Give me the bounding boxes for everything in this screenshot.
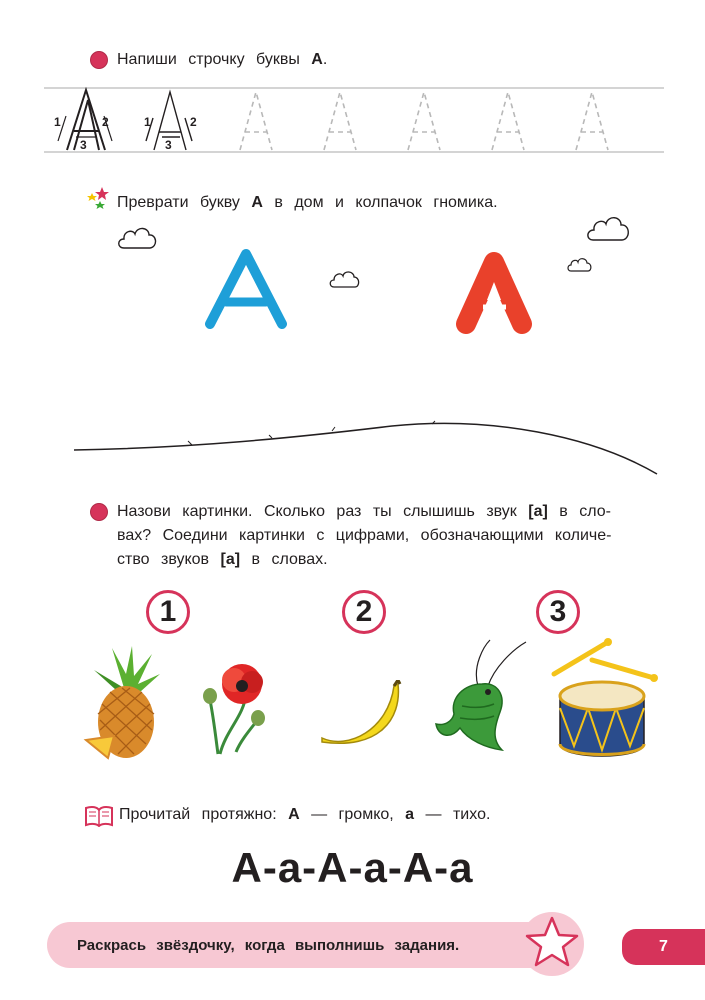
stars-icon — [86, 186, 112, 212]
letter-a-red — [456, 250, 532, 334]
stroke-label: 3 — [80, 138, 87, 152]
pineapple-icon[interactable] — [82, 644, 166, 760]
footer-text: Раскрась звёздочку, когда выполнишь задания. — [77, 936, 460, 954]
stroke-label: 1 — [144, 115, 151, 129]
page-number: 7 — [622, 929, 705, 965]
crayfish-icon[interactable] — [432, 636, 532, 754]
number-circle-1[interactable]: 1 — [146, 590, 190, 634]
cloud-icon — [116, 222, 160, 254]
poppy-icon[interactable] — [196, 660, 274, 756]
cloud-icon — [585, 210, 633, 246]
footer-banner — [47, 922, 555, 968]
stroke-label: 2 — [102, 115, 109, 129]
book-icon — [84, 805, 114, 827]
banana-icon[interactable] — [318, 680, 402, 746]
cloud-icon — [328, 266, 362, 292]
task4-instruction: Прочитай протяжно: А — громко, а — тихо. — [119, 806, 491, 823]
task-bullet — [90, 51, 108, 69]
task1-instruction: Напиши строчку буквы А. — [117, 51, 328, 68]
dashed-letters — [240, 92, 608, 150]
stroke-label: 1 — [54, 115, 61, 129]
stroke-label: 2 — [190, 115, 197, 129]
stroke-label: 3 — [165, 138, 172, 152]
cloud-icon — [566, 254, 594, 276]
task-bullet — [90, 503, 108, 521]
hill-line — [72, 418, 662, 480]
number-circle-2[interactable]: 2 — [342, 590, 386, 634]
drum-icon[interactable] — [550, 634, 660, 760]
letter-a-blue — [204, 248, 288, 330]
read-aloud-line: А-а-А-а-А-а — [231, 844, 474, 891]
number-circle-3[interactable]: 3 — [536, 590, 580, 634]
letter-tracing-row[interactable] — [44, 86, 664, 156]
star-icon[interactable] — [518, 910, 586, 978]
task3-instruction: Назови картинки. Сколько раз ты слышишь звук [а] в сло- вах? Соедини картинки с цифрами, обозначающими количе- ство звуков [а] в словах. — [117, 503, 612, 568]
task2-instruction: Преврати букву А в дом и колпачок гномика. — [117, 194, 498, 211]
